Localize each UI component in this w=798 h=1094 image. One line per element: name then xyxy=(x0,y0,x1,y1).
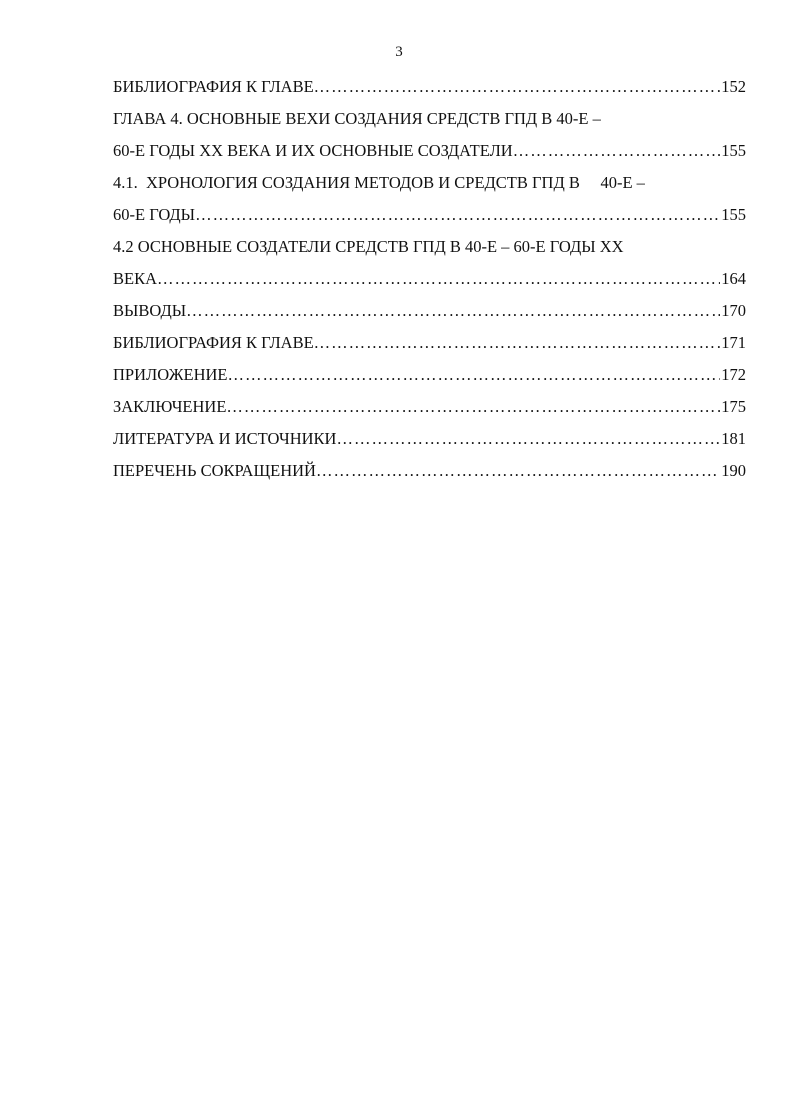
toc-entry-page: 190 xyxy=(721,461,746,480)
toc-entry-title: ВЫВОДЫ xyxy=(113,301,187,320)
toc-entry xyxy=(113,391,746,423)
toc-entry-title: ЛИТЕРАТУРА И ИСТОЧНИКИ xyxy=(113,429,337,448)
toc-entry-title: БИБЛИОГРАФИЯ К ГЛАВЕ xyxy=(113,333,314,352)
toc-entry xyxy=(113,423,746,455)
toc-leader-dots xyxy=(195,199,720,231)
toc-entry-title: ПРИЛОЖЕНИЕ xyxy=(113,365,228,384)
toc-entry-title: ЗАКЛЮЧЕНИЕ xyxy=(113,397,227,416)
toc-entry-title: ГЛАВА 4. ОСНОВНЫЕ ВЕХИ СОЗДАНИЯ СРЕДСТВ ГПД В 40-Е – xyxy=(113,109,601,128)
toc-entry-title: ВЕКА xyxy=(113,269,158,288)
toc-entry-page: 171 xyxy=(721,333,746,352)
toc-leader-dots xyxy=(226,391,720,423)
toc-entry-title: 60-Е ГОДЫ XX ВЕКА И ИХ ОСНОВНЫЕ СОЗДАТЕЛИ xyxy=(113,141,513,160)
toc-leader-dots xyxy=(513,135,721,167)
toc-entry xyxy=(113,71,746,103)
toc-entry xyxy=(113,327,746,359)
toc-leader-dots xyxy=(186,295,720,327)
toc-leader-dots xyxy=(157,263,720,295)
toc-entry-page: 155 xyxy=(721,141,746,160)
toc-entry xyxy=(113,199,746,231)
toc-entry xyxy=(113,167,746,199)
table-of-contents xyxy=(113,71,746,487)
toc-entry xyxy=(113,263,746,295)
toc-leader-dots xyxy=(314,71,721,103)
toc-entry xyxy=(113,455,746,487)
toc-entry xyxy=(113,295,746,327)
toc-entry-page: 170 xyxy=(721,301,746,320)
toc-entry-title: ПЕРЕЧЕНЬ СОКРАЩЕНИЙ xyxy=(113,461,316,480)
toc-entry-page: 181 xyxy=(721,429,746,448)
toc-leader-dots xyxy=(336,423,720,455)
toc-entry-title: БИБЛИОГРАФИЯ К ГЛАВЕ xyxy=(113,77,314,96)
toc-entry-page: 175 xyxy=(721,397,746,416)
toc-entry-title: 4.2 ОСНОВНЫЕ СОЗДАТЕЛИ СРЕДСТВ ГПД В 40-Е – 60-Е ГОДЫ XX xyxy=(113,237,624,256)
toc-entry-title: 60-Е ГОДЫ xyxy=(113,205,196,224)
toc-entry-title: 4.1. ХРОНОЛОГИЯ СОЗДАНИЯ МЕТОДОВ И СРЕДСТВ ГПД В 40-Е – xyxy=(113,173,645,192)
toc-entry-page: 155 xyxy=(721,205,746,224)
toc-entry xyxy=(113,359,746,391)
toc-entry-page: 172 xyxy=(721,365,746,384)
toc-entry-page: 164 xyxy=(721,269,746,288)
toc-entry xyxy=(113,231,746,263)
toc-entry xyxy=(113,135,746,167)
page-number: 3 xyxy=(395,44,403,60)
toc-entry-page: 152 xyxy=(721,77,746,96)
toc-leader-dots xyxy=(227,359,720,391)
toc-leader-dots xyxy=(316,455,720,487)
toc-leader-dots xyxy=(314,327,721,359)
toc-entry xyxy=(113,103,746,135)
